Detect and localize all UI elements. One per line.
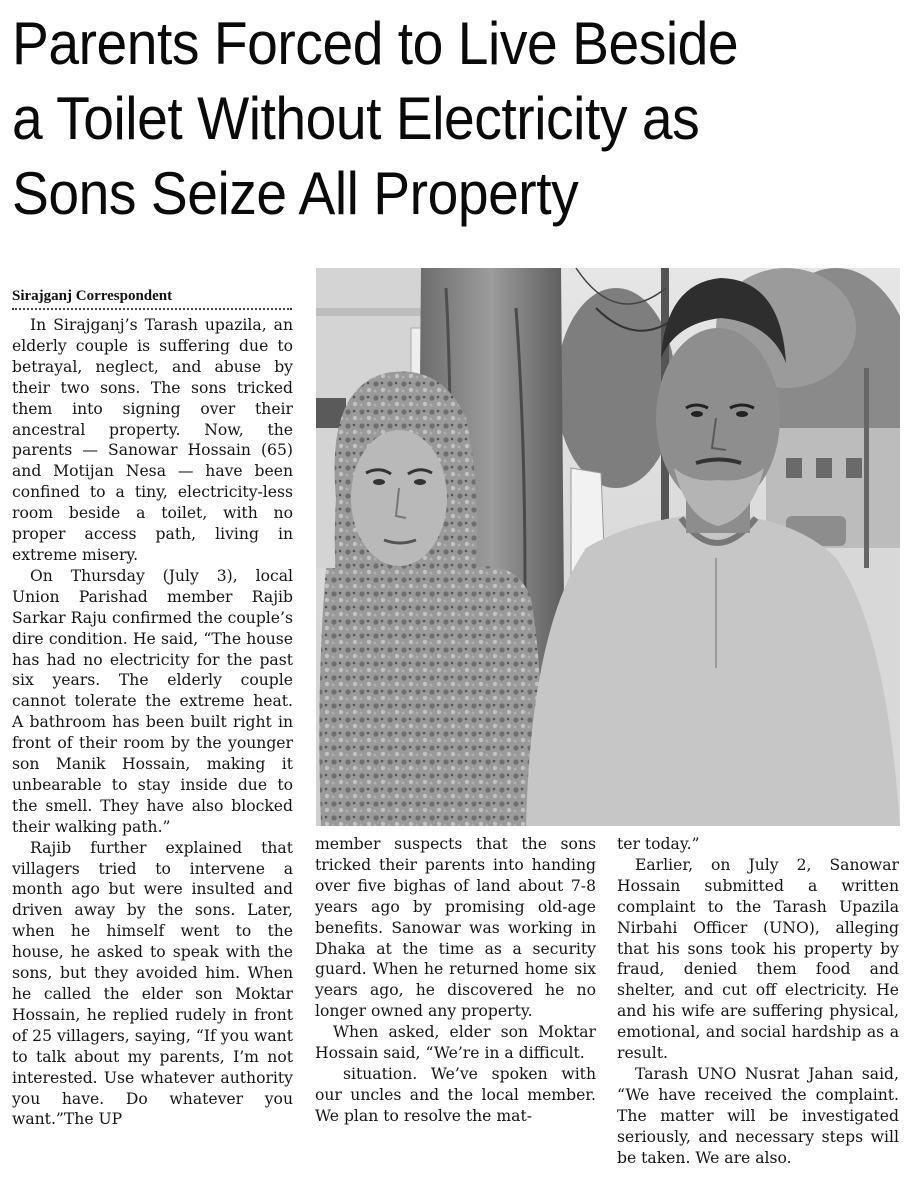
paragraph: Tarash UNO Nusrat Jahan said, “We have received the complaint. The matter will be investigated seriously, and necessary steps will be taken. We are also.: [617, 1064, 899, 1167]
paragraph: When asked, elder son Moktar Hossain said, “We’re in a difficult.: [315, 1023, 596, 1063]
paragraph: ter today.”: [617, 835, 700, 853]
paragraph: situation. We’ve spoken with our uncles and the local member. We plan to resolve the mat-: [315, 1064, 596, 1125]
photo-elderly-couple: [316, 268, 900, 826]
article-column-1: [12, 315, 293, 1130]
headline-line-1: Parents Forced to Live Beside: [12, 10, 739, 77]
paragraph: Earlier, on July 2, Sanowar Hossain submitted a written complaint to the Tarash Upazila Nirbahi Officer (UNO), alleging that his sons took his property by fraud, denied them food and shelter, and cut off electricity. He and his wife are suffering physical, emotional, and social hardship as a result.: [617, 855, 899, 1063]
paragraph: In Sirajganj’s Tarash upazila, an elderly couple is suffering due to betrayal, neglect, and abuse by their two sons. The sons tricked them into signing over their ancestral property. Now, the parents — Sanowar Hossain (65) and Motijan Nesa — have been confined to a tiny, electricity-less room beside a toilet, with no proper access path, living in extreme misery.: [12, 316, 293, 564]
paragraph: member suspects that the sons tricked their parents into handing over five bighas of land about 7-8 years ago by promising old-age benefits. Sanowar was working in Dhaka at the time as a security guard. When he returned home six years ago, he discovered he no longer owned any property.: [315, 835, 596, 1021]
article-photo: [316, 268, 900, 826]
paragraph: On Thursday (July 3), local Union Parishad member Rajib Sarkar Raju confirmed the couple’s dire condition. He said, “The house has had no electricity for the past six years. The elderly couple cannot tolerate the extreme heat. A bathroom has been built right in front of their room by the younger son Manik Hossain, making it unbearable to stay inside due to the smell. They have also blocked their walking path.”: [12, 566, 293, 836]
byline: Sirajganj Correspondent: [12, 288, 292, 310]
paragraph: Rajib further explained that villagers tried to intervene a month ago but were insulted and driven away by the sons. Later, when he himself went to the house, he asked to speak with the sons, but they avoided him. When he called the elder son Moktar Hossain, he replied rudely in front of 25 villagers, saying, “If you want to talk about my parents, I’m not interested. Use whatever authority you have. Do whatever you want.”The UP: [12, 838, 293, 1129]
headline-line-3: Sons Seize All Property: [12, 160, 579, 227]
headline: [12, 6, 903, 231]
headline-line-2: a Toilet Without Electricity as: [12, 85, 700, 152]
article-column-2: [315, 834, 596, 1127]
article-column-3: [617, 834, 899, 1169]
